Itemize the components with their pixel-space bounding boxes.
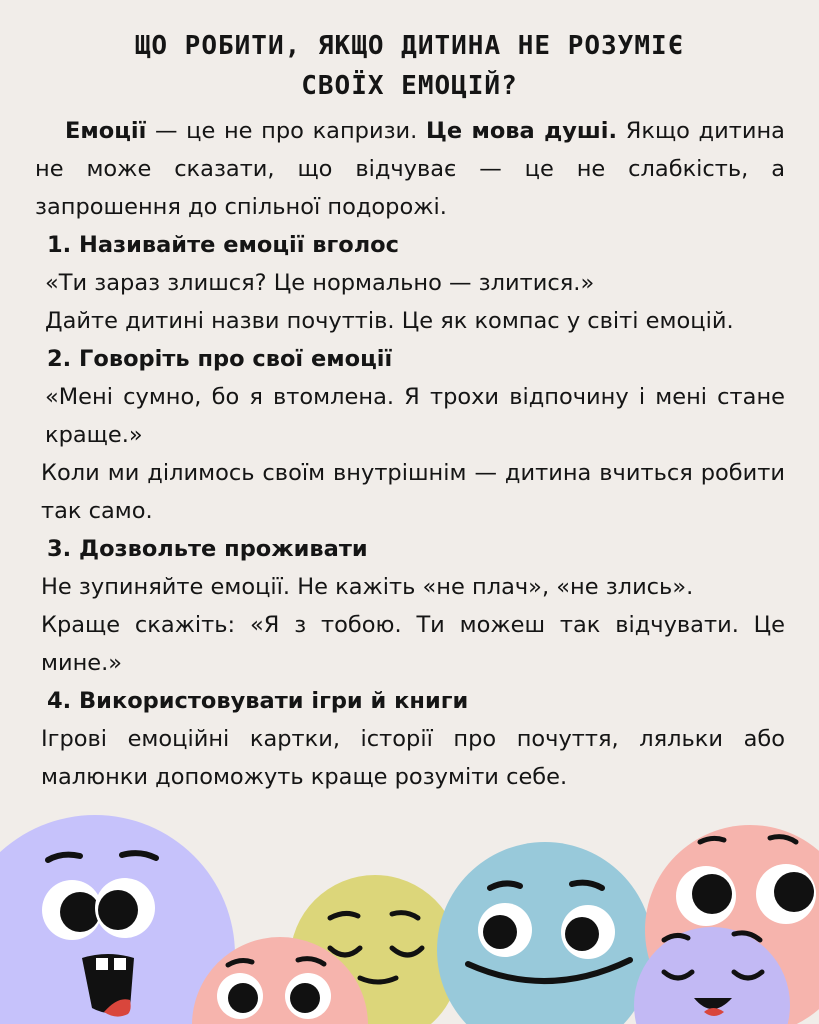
- section-2-quote: «Мені сумно, бо я втомлена. Я трохи відпочину і мені стане краще.»: [45, 384, 785, 448]
- intro-text-1: — це не про капризи.: [146, 118, 426, 144]
- smiling-blue-face-icon: [437, 842, 653, 1024]
- section-1-quote: «Ти зараз злишся? Це нормально — злитися.»: [45, 270, 595, 296]
- section-3-text-2: Краще скажіть: «Я з тобою. Ти можеш так відчувати. Це мине.»: [41, 612, 785, 676]
- section-2-text: Коли ми ділимось своїм внутрішнім — дитина вчиться робити так само.: [41, 460, 785, 524]
- intro-bold-soul: Це мова душі.: [425, 118, 618, 144]
- article-body: [35, 112, 785, 796]
- emotion-faces-illustration: [0, 800, 819, 1024]
- title-line-2: СВОЇХ ЕМОЦІЙ?: [301, 71, 518, 101]
- page-title: [0, 26, 819, 106]
- section-4-heading: 4. Використовувати ігри й книги: [47, 688, 469, 714]
- section-2-heading: 2. Говоріть про свої емоції: [47, 346, 393, 372]
- section-3-text-1: Не зупиняйте емоції. Не кажіть «не плач», «не злись».: [41, 574, 694, 600]
- intro-text-2: Якщо дитина не може сказати, що відчуває — це не слабкість, а запрошення до спільної подорожі.: [35, 118, 785, 220]
- section-1-heading: 1. Називайте емоції вголос: [47, 232, 399, 258]
- section-1-text: Дайте дитині назви почуттів. Це як компас у світі емоцій.: [45, 308, 734, 334]
- section-4-text: Ігрові емоційні картки, історії про почуття, ляльки або малюнки допоможуть краще розуміти себе.: [41, 726, 785, 790]
- section-3-heading: 3. Дозвольте проживати: [47, 536, 368, 562]
- intro-bold-emotions: Емоції: [65, 118, 147, 144]
- title-line-1: ЩО РОБИТИ, ЯКЩО ДИТИНА НЕ РОЗУМІЄ: [134, 31, 685, 61]
- intro-paragraph: [35, 112, 785, 226]
